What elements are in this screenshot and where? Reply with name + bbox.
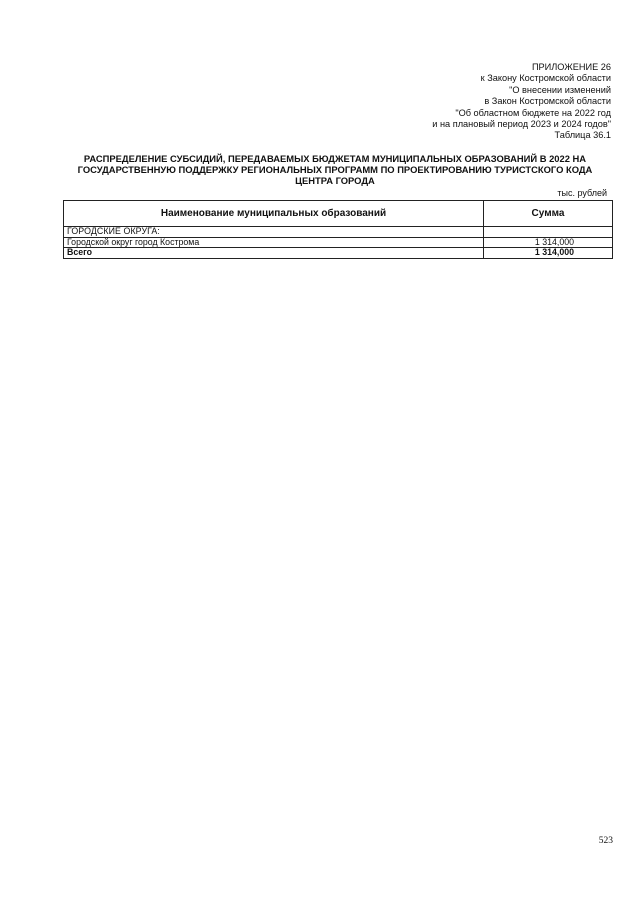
total-sum: 1 314,000 <box>484 248 613 259</box>
group-sum-cell <box>484 227 613 238</box>
title-line: ГОСУДАРСТВЕННУЮ ПОДДЕРЖКУ РЕГИОНАЛЬНЫХ ПРОГРАММ ПО ПРОЕКТИРОВАНИЮ ТУРИСТСКОГО КОДА <box>77 164 593 176</box>
appendix-law-ref: к Закону Костромской области <box>480 73 611 84</box>
appendix-law-ref: в Закон Костромской области <box>484 96 611 107</box>
appendix-title: ПРИЛОЖЕНИЕ 26 <box>531 62 611 72</box>
table-total-row <box>64 248 613 259</box>
title-line: ЦЕНТРА ГОРОДА <box>295 175 375 187</box>
title-line: РАСПРЕДЕЛЕНИЕ СУБСИДИЙ, ПЕРЕДАВАЕМЫХ БЮДЖЕТАМ МУНИЦИПАЛЬНЫХ ОБРАЗОВАНИЙ В 2022 НА <box>83 153 587 164</box>
table-row <box>64 237 613 248</box>
table-header-row <box>64 201 613 227</box>
municipality-sum: 1 314,000 <box>484 237 613 248</box>
column-header-name: Наименование муниципальных образований <box>64 201 484 227</box>
table-number: Таблица 36.1 <box>554 130 611 141</box>
total-label: Всего <box>64 248 484 259</box>
appendix-law-ref: "О внесении изменений <box>509 84 611 95</box>
table-group-row <box>64 227 613 238</box>
column-header-sum: Сумма <box>484 201 613 227</box>
group-label: ГОРОДСКИЕ ОКРУГА: <box>64 227 484 238</box>
units-label: тыс. рублей <box>557 188 607 198</box>
subsidy-table <box>63 200 613 259</box>
appendix-law-ref: и на плановый период 2023 и 2024 годов" <box>432 119 611 130</box>
appendix-law-ref: "Об областном бюджете на 2022 год <box>455 107 611 118</box>
page-number: 523 <box>598 836 613 846</box>
appendix-header <box>432 62 611 142</box>
document-title <box>60 153 610 187</box>
municipality-name: Городской округ город Кострома <box>64 237 484 248</box>
